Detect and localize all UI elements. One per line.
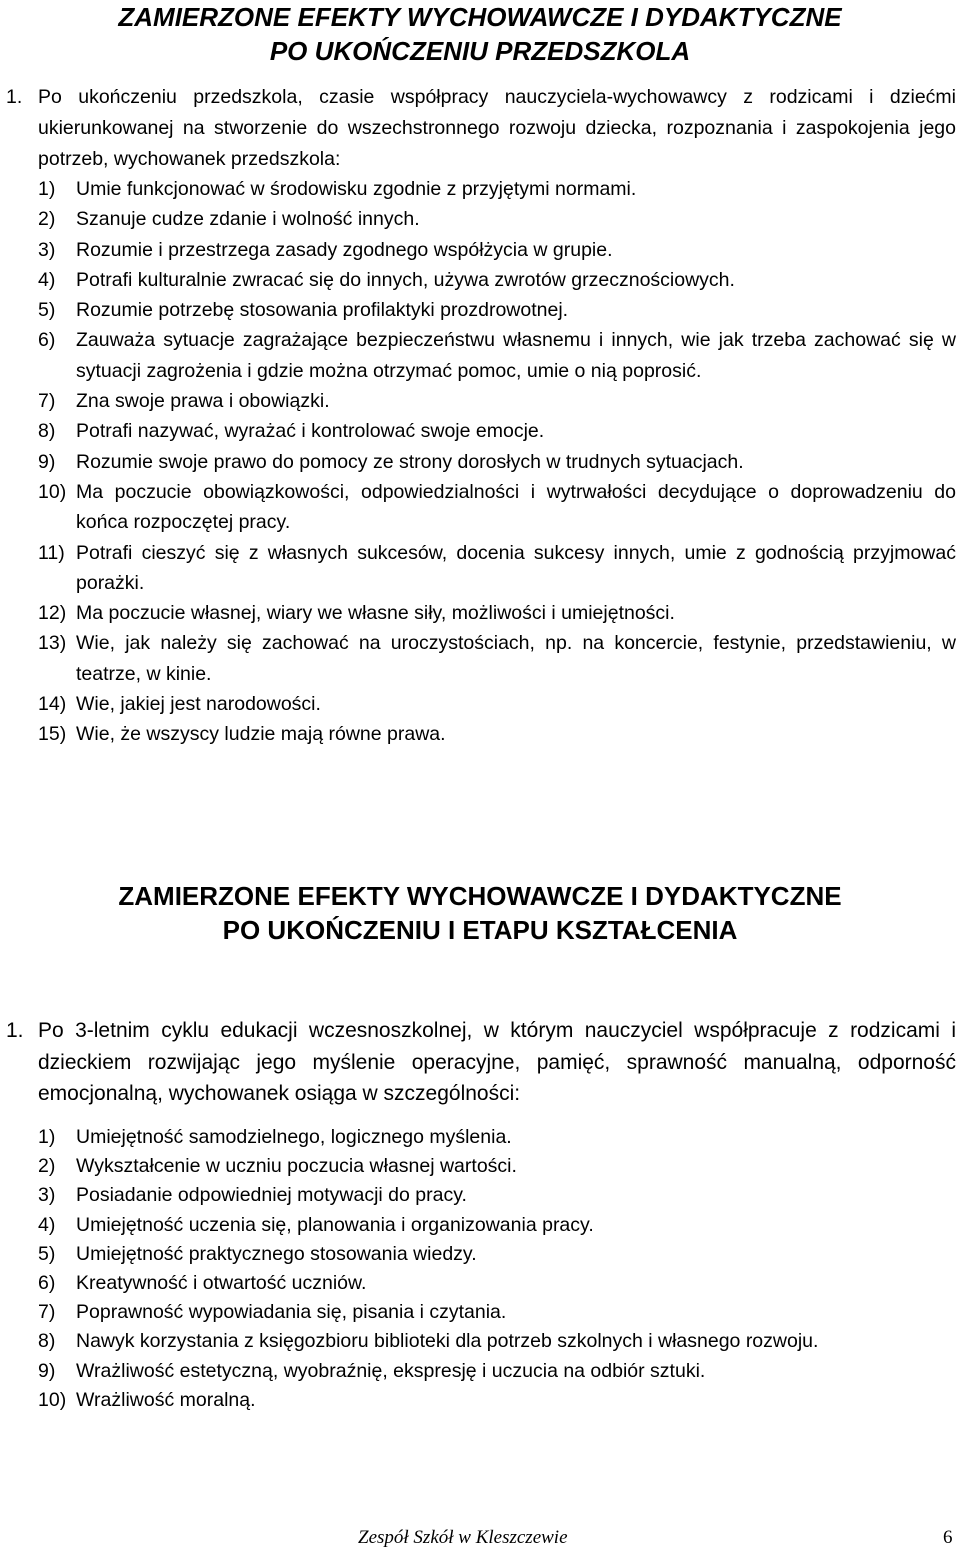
list-item-text: Wykształcenie w uczniu poczucia własnej wartości. xyxy=(76,1155,517,1178)
list-item xyxy=(38,295,956,325)
list-item xyxy=(38,174,956,204)
section2-title-line1: ZAMIERZONE EFEKTY WYCHOWAWCZE I DYDAKTYCZNE xyxy=(118,881,842,911)
section2-title-line2: PO UKOŃCZENIU I ETAPU KSZTAŁCENIA xyxy=(222,915,738,945)
list-item xyxy=(38,386,956,416)
list-item-marker: 1) xyxy=(38,178,56,200)
list-item-marker: 1) xyxy=(38,1126,56,1148)
section1-intro-number: 1. xyxy=(6,86,23,108)
section1-title-line2: PO UKOŃCZENIU PRZEDSZKOLA xyxy=(269,36,691,66)
list-item-text: Wie, jak należy się zachować na uroczystościach, np. na koncercie, festynie, przedstawieniu, w teatrze, w kinie. xyxy=(76,632,956,685)
list-item-text: Wrażliwość estetyczną, wyobraźnię, ekspresję i uczucia na odbiór sztuki. xyxy=(76,1359,706,1382)
list-item xyxy=(38,1327,956,1356)
list-item xyxy=(38,204,956,234)
list-item-text: Umiejętność praktycznego stosowania wiedzy. xyxy=(76,1242,477,1265)
list-item-text: Kreatywność i otwartość uczniów. xyxy=(76,1272,367,1295)
list-item xyxy=(38,325,956,386)
list-item-text: Poprawność wypowiadania się, pisania i czytania. xyxy=(76,1301,507,1324)
list-item xyxy=(38,598,956,628)
list-item xyxy=(38,1181,956,1210)
list-item-marker: 4) xyxy=(38,1213,56,1236)
list-item xyxy=(38,235,956,265)
list-item-text: Potrafi kulturalnie zwracać się do innych, używa zwrotów grzecznościowych. xyxy=(76,268,735,291)
section2-list xyxy=(38,1123,956,1415)
list-item-text: Rozumie swoje prawo do pomocy ze strony dorosłych w trudnych sytuacjach. xyxy=(76,450,744,473)
list-item-marker: 2) xyxy=(38,1155,56,1178)
list-item-marker: 13) xyxy=(38,632,67,655)
list-item-marker: 3) xyxy=(38,1184,56,1207)
list-item-text: Ma poczucie obowiązkowości, odpowiedzialności i wytrwałości decydujące o doprowadzeniu do końca rozpoczętej pracy. xyxy=(76,480,956,534)
list-item-text: Umie funkcjonować w środowisku zgodnie z przyjętymi normami. xyxy=(76,178,637,200)
list-item-marker: 6) xyxy=(38,1272,56,1295)
list-item-text: Wie, że wszyscy ludzie mają równe prawa. xyxy=(76,723,446,746)
list-item xyxy=(38,689,956,719)
list-item-text: Ma poczucie własnej, wiary we własne siły, możliwości i umiejętności. xyxy=(76,602,675,625)
list-item xyxy=(38,416,956,446)
list-item-marker: 15) xyxy=(38,723,67,746)
list-item-text: Wie, jakiej jest narodowości. xyxy=(76,693,321,716)
list-item-marker: 5) xyxy=(38,299,56,322)
list-item xyxy=(38,1269,956,1298)
list-item xyxy=(38,1123,956,1152)
list-item-marker: 5) xyxy=(38,1242,56,1265)
list-item-text: Nawyk korzystania z księgozbioru biblioteki dla potrzeb szkolnych i własnego rozwoju. xyxy=(76,1330,819,1353)
section1-title-line1: ZAMIERZONE EFEKTY WYCHOWAWCZE I DYDAKTYCZNE xyxy=(118,2,842,32)
list-item-text: Szanuje cudze zdanie i wolność innych. xyxy=(76,208,420,231)
section2-intro xyxy=(6,1015,956,1110)
list-item-text: Wrażliwość moralną. xyxy=(76,1388,256,1411)
list-item-marker: 10) xyxy=(38,1388,67,1411)
list-item xyxy=(38,1298,956,1327)
page-number: 6 xyxy=(943,1527,953,1548)
list-item xyxy=(38,1152,956,1181)
list-item-marker: 9) xyxy=(38,450,56,473)
section1-title xyxy=(0,0,960,68)
section1-intro xyxy=(6,82,956,175)
list-item-text: Posiadanie odpowiedniej motywacji do pracy. xyxy=(76,1184,467,1207)
list-item-marker: 8) xyxy=(38,420,56,443)
list-item xyxy=(38,1240,956,1269)
list-item-text: Umiejętność samodzielnego, logicznego myślenia. xyxy=(76,1126,512,1148)
list-item-text: Potrafi nazywać, wyrażać i kontrolować swoje emocje. xyxy=(76,420,545,443)
list-item xyxy=(38,1357,956,1386)
list-item-marker: 7) xyxy=(38,390,56,413)
list-item-marker: 11) xyxy=(38,541,65,564)
list-item xyxy=(38,628,956,689)
list-item-text: Rozumie i przestrzega zasady zgodnego współżycia w grupie. xyxy=(76,238,613,261)
section1-intro-text: Po ukończeniu przedszkola, czasie współpracy nauczyciela-wychowawcy z rodzicami i dziećmi ukierunkowanej na stworzenie do wszechstronnego rozwoju dziecka, rozpoznania i zaspokojenia jego potrzeb, wychowanek przedszkola: xyxy=(38,86,956,170)
list-item-text: Potrafi cieszyć się z własnych sukcesów, docenia sukcesy innych, umie z godnością przyjmować porażki. xyxy=(76,541,956,594)
list-item-marker: 3) xyxy=(38,238,56,261)
section1-list xyxy=(38,174,956,750)
list-item xyxy=(38,477,956,538)
list-item-marker: 8) xyxy=(38,1330,56,1353)
list-item-text: Rozumie potrzebę stosowania profilaktyki prozdrowotnej. xyxy=(76,299,569,322)
list-item-marker: 4) xyxy=(38,268,56,291)
list-item xyxy=(38,1386,956,1415)
list-item-text: Umiejętność uczenia się, planowania i organizowania pracy. xyxy=(76,1213,594,1236)
footer-school-name: Zespół Szkół w Kleszczewie xyxy=(358,1527,568,1548)
list-item-text: Zna swoje prawa i obowiązki. xyxy=(76,390,330,413)
list-item-marker: 10) xyxy=(38,480,67,503)
section2-title xyxy=(0,879,960,947)
section2-intro-number: 1. xyxy=(6,1019,24,1042)
list-item-marker: 6) xyxy=(38,329,56,352)
list-item xyxy=(38,447,956,477)
list-item xyxy=(38,265,956,295)
list-item-marker: 2) xyxy=(38,208,56,231)
list-item-marker: 7) xyxy=(38,1301,56,1324)
list-item-marker: 14) xyxy=(38,693,67,716)
list-item xyxy=(38,719,956,749)
list-item-marker: 9) xyxy=(38,1359,56,1382)
list-item xyxy=(38,538,956,599)
section2-intro-text: Po 3-letnim cyklu edukacji wczesnoszkolnej, w którym nauczyciel współpracuje z rodzicami i dzieckiem rozwijając jego myślenie operacyjne, pamięć, sprawność manualną, odporność emocjonalną, wychowanek osiąga w szczególności: xyxy=(38,1019,956,1105)
list-item-text: Zauważa sytuacje zagrażające bezpieczeństwu własnemu i innych, wie jak trzeba zachować się w sytuacji zagrożenia i gdzie można otrzymać pomoc, umie o nią poprosić. xyxy=(76,329,956,382)
list-item-marker: 12) xyxy=(38,602,67,625)
list-item xyxy=(38,1211,956,1240)
